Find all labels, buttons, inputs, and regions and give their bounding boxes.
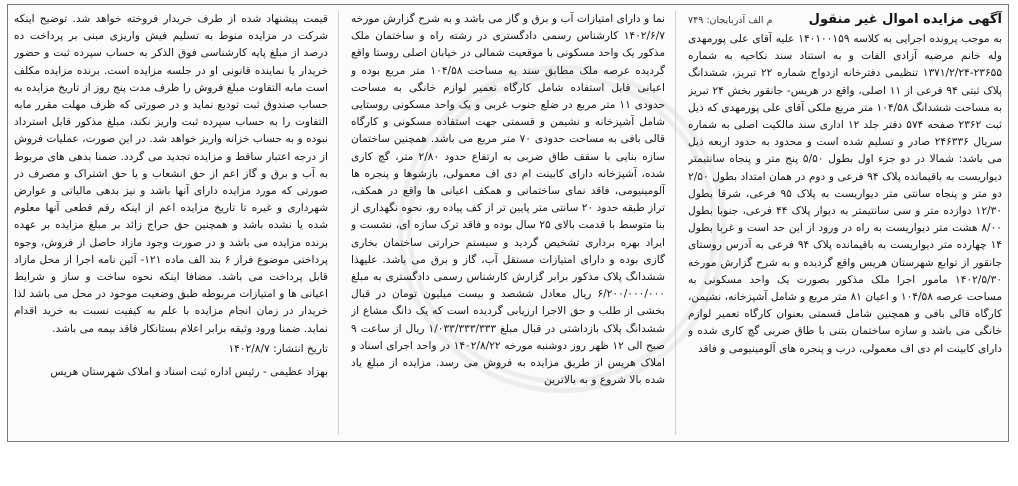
notice-body-part-1: به موجب پرونده اجرایی به کلاسه ۱۴۰۱۰۰۱۵۹ علیه آقای علی پورمهدی وله خانم مرضیه آزادی الفات و به استناد سند نکاحیه به شماره ۲۳۶۵۵-۱۳۷۱/۲/۲۴ تنظیمی دفترخانه ازدواج شماره ۲۲ تبریز، ششدانگ پلاک ثبتی ۹۴ فرعی از ۱۱ اصلی، واقع در هریس- جانقور بخش ۲۴ تبریز به مساحت ششدانگ ۱۰۴/۵۸ متر مربع ملکی آقای علی پورمهدی که ذیل ثبت ۲۳۶۲ صفحه ۵۷۴ دفتر جلد ۱۲ اداری سند مالکیت اصلی به شماره سریال ۲۴۶۳۳۶ صادر و تسلیم شده است و محدود به حدود اربعه ذیل می باشد: شمالا در دو جزء اول بطول ۵/۵۰ پنج متر و پنجاه سانتیمتر دیواریست به باقیمانده پلاک ۹۴ فرعی و دوم در همان امتداد بطول ۲/۵۰ دو متر و پنجاه سانتی متر دیواریست به پلاک ۹۵ فرعی، شرقا بطول ۱۲/۳۰ دوازده متر و سی سانتیمتر به دیوار پلاک ۴۴ فرعی، جنوبا بطول ۸/۰۰ هشت متر دیواریست به راه در ورود از این حد است و غربا بطول ۱۴ چهارده متر دیواریست به باقیمانده پلاک ۹۴ فرعی به آدرس روستای جانقور از توابع شهرستان هریس واقع گردیده و به شرح گزارش مورخه ۱۴۰۲/۵/۳۰ مامور اجرا ملک مذکور بصورت یک واحد مسکونی به مساحت عرصه ۱۰۴/۵۸ و اعیان ۸۱ متر مربع و شامل آشپزخانه، نشیمن، کارگاه قالی بافی و همچنین شامل قسمتی بعنوان کارگاه تعمیر لوازم خانگی می باشد و سازه ساختمان بتنی با طاق ضربی گچ کاری شده و دارای کابینت ام دی اف معمولی، درب و پنجره های آلومینیومی و فاقد: [688, 33, 1002, 355]
notice-body-part-2: نما و دارای امتیازات آب و برق و گاز می باشد و به شرح گزارش مورخه ۱۴۰۲/۶/۷ کارشناس رسمی دادگستری در رشته راه و ساختمان ملک مذکور یک واحد مسکونی با موقعیت شمالی در خیابان اصلی روستا واقع گردیده عرصه ملک مطابق سند به مساحت ۱۰۴/۵۸ متر مربع بوده و اعیانی قابل استفاده شامل کارگاه تعمیر لوازم خانگی به مساحت حدودی ۱۱ متر مربع در ضلع جنوب غربی و یک واحد مسکونی روستایی شامل آشپزخانه و نشیمن و قسمتی جهت استفاده مسکونی و کارگاه قالی بافی به مساحت حدودی ۷۰ متر مربع می باشد. همچنین ساختمان سازه بنایی با سقف طاق ضربی به ارتفاع حدود ۲/۸۰ متر، گچ کاری شده، آشپزخانه دارای کابینت ام دی اف معمولی، بازشوها و پنجره ها آلومینیومی، فاقد نمای ساختمانی و همکف اعیانی ها واقع در همکف، تراز طبقه حدود ۲۰ سانتی متر پایین تر از کف پیاده رو، نحوه نگهداری از بنا متوسط با قدمت بالای ۲۵ سال بوده و فاقد ترک سازه ای، نشست و ایراد بهره برداری تشخیص گردید و سیستم حرارتی ساختمان بخاری گازی بوده و دارای امتیازات مستقل آب، گاز و برق می باشد. علیهذا ششدانگ پلاک مذکور برابر گزارش کارشناس رسمی دادگستری به مبلغ ۶/۲۰۰/۰۰۰/۰۰۰ ریال معادل ششصد و بیست میلیون تومان در قبال بخشی از طلب و حق الاجرا ارزیابی گردیده است که یک دانگ مشاع از ششدانگ پلاک بازداشتی در قبال مبلغ ۱/۰۳۳/۳۳۳/۳۳۳ ریال از ساعت ۹ صبح الی ۱۲ ظهر روز دوشنبه مورخه ۱۴۰۲/۸/۲۲ در واحد اجرای اسناد و املاک هریس از طریق مزایده به فروش می رسد. مزایده از مبلغ یاد شده بالا شروع و به بالاترین: [351, 13, 665, 387]
notice-body-part-3: قیمت پیشنهاد شده از طرف خریدار فروخته خواهد شد. توضیح اینکه شرکت در مزایده منوط به تسلیم فیش واریزی مبنی بر پرداخت ده درصد از مبلغ پایه کارشناسی فوق الذکر به حساب سپرده ثبت و حضور خریدار یا نماینده قانونی او در جلسه مزایده است. برنده مزایده مکلف است مابه التفاوت مبلغ فروش را ظرف مدت پنج روز از تاریخ مزایده به حساب صندوق ثبت تودیع نماید و در صورتی که ظرف مهلت مقرر مابه التفاوت را به حساب سپرده ثبت واریز نکند، مبلغ مذکور قابل استرداد نبوده و به حساب خزانه واریز خواهد شد. در این صورت، عملیات فروش از درجه اعتبار ساقط و مزایده تجدید می گردد. ضمنا بدهی های مربوط به آب و برق و گاز اعم از حق انشعاب و یا حق اشتراک و مصرف در صورتی که مورد مزایده دارای آنها باشد و نیز بدهی مالیاتی و عوارض شهرداری و غیره تا تاریخ مزایده اعم از اینکه رقم قطعی آنها معلوم شده یا نشده باشد و همچنین حق حراج زائد بر مبلغ مزایده بر عهده برنده مزایده می باشد و در صورت وجود مازاد حاصل از فروش، وجوه پرداختی موضوع فراز ۶ بند الف ماده ۱۲۱- آئین نامه اجرا از محل مازاد قابل پرداخت می باشد. مضافا اینکه نحوه ساخت و ساز و شرایط اعیانی ها و امتیازات مربوطه طبق وضعیت موجود در محل می باشد لذا خریدار در زمان انجام مزایده با علم به کیفیت نسبت به خرید اقدام نماید. ضمنا ورود وثیقه برابر اعلام بستانکار فاقد بیمه می باشد.: [14, 13, 329, 335]
column-left: [14, 11, 339, 435]
newspaper-notice: [7, 4, 1009, 442]
column-middle: [351, 11, 676, 435]
notice-columns: [14, 11, 1002, 435]
notice-code: م الف آذربایجان: ۷۴۹: [688, 14, 773, 26]
notice-header: [688, 11, 1002, 29]
column-right: [688, 11, 1002, 435]
signature: بهزاد عظیمی - رئیس اداره ثبت اسناد و املاک شهرستان هریس: [50, 366, 328, 379]
publish-date: تاریخ انتشار: ۱۴۰۲/۸/۷: [228, 342, 328, 355]
notice-title: آگهی مزایده اموال غیر منقول: [808, 12, 1002, 27]
